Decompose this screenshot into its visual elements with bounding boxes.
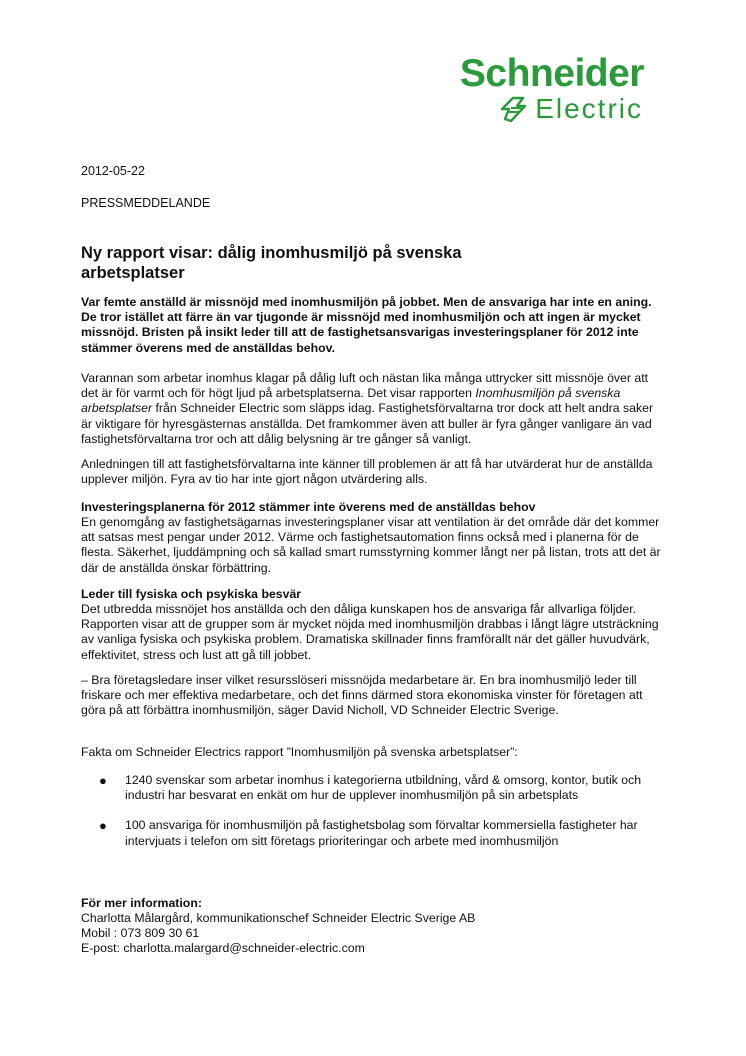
schneider-electric-logo [414,54,646,126]
body-paragraph-4: Det utbredda missnöjet hos anställda och den dåliga kunskapen hos de ansvariga får allvarliga följder. Rapporten visar att de grupper som är mycket nöjda med inomhusmiljön drabbas i långt lägre utsträckning av vanliga fysiska och psykiska problem. Dramatiska skillnader finns framförallt när det gäller huvudvärk, effektivitet, stress och lust att gå till jobbet. [81,602,659,662]
section-heading-health: Leder till fysiska och psykiska besvär [81,587,302,601]
body-paragraph-1 [81,371,661,447]
contact-name-title: Charlotta Målargård, kommunikationschef Schneider Electric Sverige AB [81,911,476,925]
body-paragraph-1-text-end: från Schneider Electric som släpps idag. Fastighetsförvaltarna tror dock att helt andra saker är viktigare för hyresgästernas anställda. Det framkommer även att buller är fyra gånger vanligare än vad fastighetsförvaltarna tror och att dålig belysning är tre gånger så vanligt. [81,401,654,446]
logo-wordmark-schneider: Schneider [459,52,644,95]
body-paragraph-3: En genomgång av fastighetsägarnas investeringsplaner visar att ventilation är det område där det kommer att satsas mest pengar under 2012. Värme och fastighetsautomation finns också med i planerna för de flesta. Säkerhet, ljuddämpning och så kallad smart rumsstyrning kommer långt ner på listan, trots att det är där de anställda önskar förbättring. [81,515,661,575]
logo-wordmark-electric: Electric [535,93,643,124]
bullet-icon: ● [99,818,107,834]
ceo-quote-paragraph: – Bra företagsledare inser vilket resursslöseri missnöjda medarbetare är. En bra inomhusmiljö leder till friskare och mer effektiva medarbetare, och det finns därmed stora ekonomiska vinster för företagen att göra på att förbättra inomhusmiljön, säger David Nicholl, VD Schneider Electric Sverige. [81,673,643,718]
fact-text: 1240 svenskar som arbetar inomhus i kategorierna utbildning, vård & omsorg, kontor, butik och industri har besvarat en enkät om hur de upplever inomhusmiljön på sin arbetsplats [125,773,642,803]
release-date: 2012-05-22 [81,164,145,178]
document-type-label: PRESSMEDDELANDE [81,196,211,210]
list-item [81,773,681,803]
body-paragraph-2: Anledningen till att fastighetsförvaltarna inte känner till problemen är att få har utvärderat hur de anställda upplever miljön. Fyra av tio har inte gjort någon utvärdering alls. [81,457,653,487]
contact-heading: För mer information: [81,896,202,910]
lead-paragraph: Var femte anställd är missnöjd med inomhusmiljön på jobbet. Men de ansvariga har inte en aning. De tror istället att färre än var tjugonde är missnöjd med inomhusmiljön och att ingen är mycket missnöjd. Bristen på insikt leder till att de fastighetsansvarigas investeringsplaner för 2012 inte stämmer överens med de anställdas behov. [81,295,652,355]
facts-list [81,773,681,864]
contact-email: E-post: charlotta.malargard@schneider-electric.com [81,941,365,955]
body-paragraph-1-text-start: Varannan som arbetar inomhus klagar på dålig luft och nästan lika många uttrycker sitt missnöje över att det är för varmt och för högt ljud på arbetsplatserna. Det visar rapporten [81,371,649,401]
section-heading-investment: Investeringsplanerna för 2012 stämmer inte överens med de anställdas behov [81,500,536,514]
fact-text: 100 ansvariga för inomhusmiljön på fastighetsbolag som förvaltar kommersiella fastigheter har intervjuats i telefon om sitt företags prioriteringar och arbete med inomhusmiljön [125,818,638,848]
report-title-italic: Inomhusmiljön på svenska arbetsplatser [81,386,621,416]
facts-intro: Fakta om Schneider Electrics rapport ”Inomhusmiljön på svenska arbetsplatser”: [81,745,518,759]
list-item [81,818,681,848]
press-release-title: Ny rapport visar: dålig inomhusmiljö på svenska arbetsplatser [81,244,462,282]
contact-phone: Mobil : 073 809 30 61 [81,926,200,940]
schneider-life-is-on-icon [499,95,533,123]
bullet-icon: ● [99,773,107,788]
